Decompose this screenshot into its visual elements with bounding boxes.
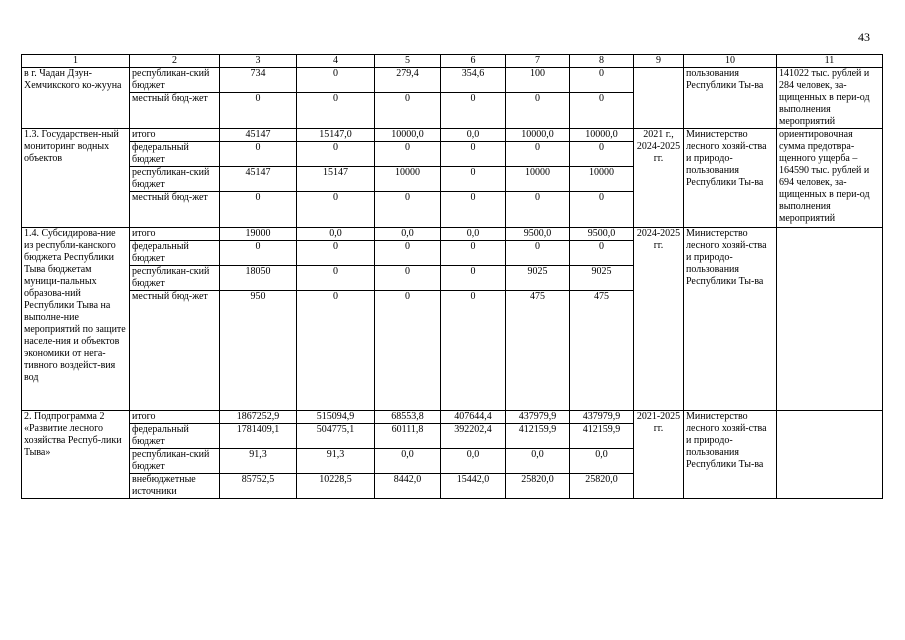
amount-cell: 0,0 bbox=[570, 449, 634, 474]
amount-cell: 515094,9 bbox=[297, 411, 375, 424]
amount-cell: 0 bbox=[506, 241, 570, 266]
amount-cell: 0 bbox=[441, 167, 506, 192]
funding-source-cell: федеральный бюджет bbox=[130, 241, 220, 266]
amount-cell: 0,0 bbox=[441, 129, 506, 142]
amount-cell: 279,4 bbox=[375, 68, 441, 93]
amount-cell: 0 bbox=[441, 266, 506, 291]
funding-source-cell: итого bbox=[130, 129, 220, 142]
amount-cell: 0 bbox=[220, 241, 297, 266]
executor-cell: пользования Республики Ты-ва bbox=[684, 68, 777, 129]
amount-cell: 1781409,1 bbox=[220, 424, 297, 449]
amount-cell: 0 bbox=[441, 291, 506, 411]
amount-cell: 0 bbox=[441, 241, 506, 266]
funding-source-cell: федеральный бюджет bbox=[130, 142, 220, 167]
amount-cell: 0 bbox=[506, 192, 570, 228]
amount-cell: 10000,0 bbox=[375, 129, 441, 142]
funding-source-cell: итого bbox=[130, 228, 220, 241]
amount-cell: 0 bbox=[570, 241, 634, 266]
column-number: 8 bbox=[570, 55, 634, 68]
amount-cell: 91,3 bbox=[220, 449, 297, 474]
amount-cell: 354,6 bbox=[441, 68, 506, 93]
amount-cell: 10228,5 bbox=[297, 474, 375, 499]
amount-cell: 9025 bbox=[506, 266, 570, 291]
amount-cell: 15147 bbox=[297, 167, 375, 192]
column-number: 5 bbox=[375, 55, 441, 68]
table-row bbox=[22, 129, 883, 142]
amount-cell: 0 bbox=[297, 142, 375, 167]
amount-cell: 0 bbox=[297, 93, 375, 129]
amount-cell: 0,0 bbox=[441, 228, 506, 241]
amount-cell: 0 bbox=[570, 93, 634, 129]
amount-cell: 407644,4 bbox=[441, 411, 506, 424]
table-row bbox=[22, 228, 883, 241]
amount-cell: 392202,4 bbox=[441, 424, 506, 449]
period-cell bbox=[634, 68, 684, 129]
result-cell bbox=[777, 411, 883, 499]
column-number-row bbox=[22, 55, 883, 68]
column-number: 1 bbox=[22, 55, 130, 68]
amount-cell: 45147 bbox=[220, 167, 297, 192]
amount-cell: 734 bbox=[220, 68, 297, 93]
funding-source-cell: итого bbox=[130, 411, 220, 424]
amount-cell: 0 bbox=[375, 93, 441, 129]
funding-source-cell: республикан-ский бюджет bbox=[130, 68, 220, 93]
amount-cell: 0 bbox=[375, 241, 441, 266]
activity-name-cell: в г. Чадан Дзун-Хемчикского ко-жууна bbox=[22, 68, 130, 129]
amount-cell: 10000,0 bbox=[570, 129, 634, 142]
amount-cell: 0 bbox=[570, 192, 634, 228]
amount-cell: 0 bbox=[375, 142, 441, 167]
amount-cell: 25820,0 bbox=[570, 474, 634, 499]
amount-cell: 0 bbox=[375, 266, 441, 291]
amount-cell: 19000 bbox=[220, 228, 297, 241]
column-number: 2 bbox=[130, 55, 220, 68]
amount-cell: 25820,0 bbox=[506, 474, 570, 499]
amount-cell: 0 bbox=[220, 93, 297, 129]
amount-cell: 0,0 bbox=[297, 228, 375, 241]
amount-cell: 0 bbox=[297, 266, 375, 291]
amount-cell: 15147,0 bbox=[297, 129, 375, 142]
amount-cell: 18050 bbox=[220, 266, 297, 291]
amount-cell: 0 bbox=[220, 142, 297, 167]
amount-cell: 10000 bbox=[506, 167, 570, 192]
column-number: 4 bbox=[297, 55, 375, 68]
amount-cell: 100 bbox=[506, 68, 570, 93]
amount-cell: 0 bbox=[297, 68, 375, 93]
funding-source-cell: республикан-ский бюджет bbox=[130, 167, 220, 192]
amount-cell: 0 bbox=[441, 192, 506, 228]
activity-name-cell: 1.3. Государствен-ный мониторинг водных объектов bbox=[22, 129, 130, 228]
amount-cell: 60111,8 bbox=[375, 424, 441, 449]
funding-source-cell: федеральный бюджет bbox=[130, 424, 220, 449]
amount-cell: 0,0 bbox=[375, 449, 441, 474]
amount-cell: 0 bbox=[375, 291, 441, 411]
funding-source-cell: местный бюд-жет bbox=[130, 291, 220, 411]
amount-cell: 8442,0 bbox=[375, 474, 441, 499]
amount-cell: 85752,5 bbox=[220, 474, 297, 499]
amount-cell: 437979,9 bbox=[570, 411, 634, 424]
amount-cell: 950 bbox=[220, 291, 297, 411]
amount-cell: 0 bbox=[220, 192, 297, 228]
period-cell: 2021-2025 гг. bbox=[634, 411, 684, 499]
result-cell bbox=[777, 228, 883, 411]
amount-cell: 0,0 bbox=[375, 228, 441, 241]
amount-cell: 475 bbox=[570, 291, 634, 411]
amount-cell: 0 bbox=[570, 142, 634, 167]
column-number: 7 bbox=[506, 55, 570, 68]
executor-cell: Министерство лесного хозяй-ства и природо-пользования Республики Ты-ва bbox=[684, 129, 777, 228]
amount-cell: 504775,1 bbox=[297, 424, 375, 449]
amount-cell: 9025 bbox=[570, 266, 634, 291]
amount-cell: 412159,9 bbox=[570, 424, 634, 449]
amount-cell: 1867252,9 bbox=[220, 411, 297, 424]
amount-cell: 0,0 bbox=[506, 449, 570, 474]
amount-cell: 0 bbox=[375, 192, 441, 228]
table-body bbox=[22, 55, 883, 499]
funding-source-cell: местный бюд-жет bbox=[130, 192, 220, 228]
amount-cell: 10000 bbox=[375, 167, 441, 192]
amount-cell: 437979,9 bbox=[506, 411, 570, 424]
amount-cell: 9500,0 bbox=[506, 228, 570, 241]
funding-source-cell: республикан-ский бюджет bbox=[130, 266, 220, 291]
column-number: 6 bbox=[441, 55, 506, 68]
amount-cell: 68553,8 bbox=[375, 411, 441, 424]
amount-cell: 0 bbox=[506, 93, 570, 129]
column-number: 9 bbox=[634, 55, 684, 68]
amount-cell: 91,3 bbox=[297, 449, 375, 474]
amount-cell: 10000 bbox=[570, 167, 634, 192]
amount-cell: 475 bbox=[506, 291, 570, 411]
activity-name-cell: 2. Подпрограмма 2 «Развитие лесного хозяйства Респуб-лики Тыва» bbox=[22, 411, 130, 499]
funding-source-cell: внебюджетные источники bbox=[130, 474, 220, 499]
executor-cell: Министерство лесного хозяй-ства и природо-пользования Республики Ты-ва bbox=[684, 411, 777, 499]
result-cell: 141022 тыс. рублей и 284 человек, за-щищенных в пери-од выполнения мероприятий bbox=[777, 68, 883, 129]
amount-cell: 45147 bbox=[220, 129, 297, 142]
result-cell: ориентировочная сумма предотвра-щенного ущерба – 164590 тыс. рублей и 694 человек, за-щищенных в пери-од выполнения мероприятий bbox=[777, 129, 883, 228]
budget-table bbox=[21, 54, 883, 499]
amount-cell: 0 bbox=[570, 68, 634, 93]
page-number: 43 bbox=[858, 30, 870, 44]
column-number: 11 bbox=[777, 55, 883, 68]
executor-cell: Министерство лесного хозяй-ства и природо-пользования Республики Ты-ва bbox=[684, 228, 777, 411]
period-cell: 2021 г., 2024-2025 гг. bbox=[634, 129, 684, 228]
amount-cell: 0 bbox=[297, 241, 375, 266]
amount-cell: 0 bbox=[297, 192, 375, 228]
column-number: 3 bbox=[220, 55, 297, 68]
table-row bbox=[22, 411, 883, 424]
funding-source-cell: местный бюд-жет bbox=[130, 93, 220, 129]
amount-cell: 9500,0 bbox=[570, 228, 634, 241]
amount-cell: 0,0 bbox=[441, 449, 506, 474]
activity-name-cell: 1.4. Субсидирова-ние из республи-канского бюджета Республики Тыва бюджетам муници-пальных образова-ний Республики Тыва на выполне-ние мероприятий по защите населе-ния и объектов экономики от нега-тивного воздейст-вия вод bbox=[22, 228, 130, 411]
amount-cell: 0 bbox=[506, 142, 570, 167]
amount-cell: 10000,0 bbox=[506, 129, 570, 142]
funding-source-cell: республикан-ский бюджет bbox=[130, 449, 220, 474]
table-row bbox=[22, 68, 883, 93]
amount-cell: 0 bbox=[441, 93, 506, 129]
amount-cell: 15442,0 bbox=[441, 474, 506, 499]
amount-cell: 0 bbox=[297, 291, 375, 411]
amount-cell: 0 bbox=[441, 142, 506, 167]
period-cell: 2024-2025 гг. bbox=[634, 228, 684, 411]
column-number: 10 bbox=[684, 55, 777, 68]
amount-cell: 412159,9 bbox=[506, 424, 570, 449]
